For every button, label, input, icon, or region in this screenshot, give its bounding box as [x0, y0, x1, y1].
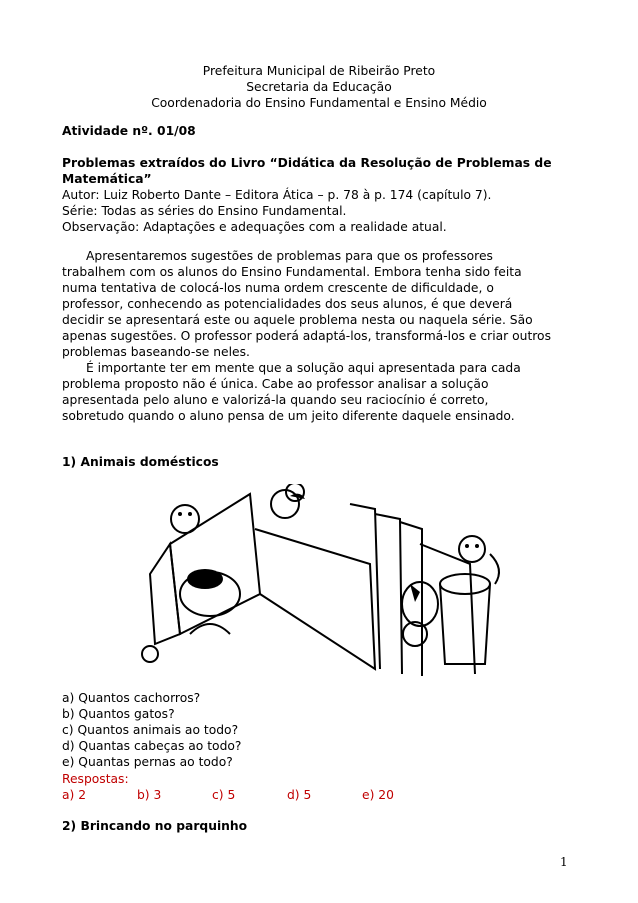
problem-2-title: 2) Brincando no parquinho: [62, 819, 248, 833]
intro-p1-line: apenas sugestões. O professor poderá adaptá-los, transformá-los e criar outros: [62, 329, 551, 343]
intro-p2-line: problema proposto não é única. Cabe ao professor analisar a solução: [62, 377, 489, 391]
question-a: a) Quantos cachorros?: [62, 691, 201, 705]
answer-b: b) 3: [137, 788, 162, 802]
intro-p1-line: numa tentativa de colocá-los numa ordem crescente de dificuldade, o: [62, 281, 494, 295]
book-title-line-2: Matemática”: [62, 172, 152, 186]
header-municipality: Prefeitura Municipal de Ribeirão Preto: [202, 64, 436, 78]
answer-c: c) 5: [212, 788, 236, 802]
pets-illustration: [110, 484, 530, 684]
intro-p1-line: Apresentaremos sugestões de problemas para que os professores: [86, 249, 493, 263]
header-secretariat: Secretaria da Educação: [246, 80, 392, 94]
intro-p1-line: decidir se apresentará este ou aquele problema nesta ou naquela série. São: [62, 313, 533, 327]
intro-p2-line: É importante ter em mente que a solução aqui apresentada para cada: [86, 361, 521, 375]
book-title-line-1: Problemas extraídos do Livro “Didática da Resolução de Problemas de: [62, 156, 552, 170]
problem-1-title: 1) Animais domésticos: [62, 455, 219, 469]
answer-a: a) 2: [62, 788, 87, 802]
book-note: Observação: Adaptações e adequações com a realidade atual.: [62, 220, 447, 234]
book-author: Autor: Luiz Roberto Dante – Editora Ática – p. 78 à p. 174 (capítulo 7).: [62, 188, 492, 202]
intro-p1-line: trabalhem com os alunos do Ensino Fundamental. Embora tenha sido feita: [62, 265, 522, 279]
intro-p2-line: apresentada pelo aluno e valorizá-la quando seu raciocínio é correto,: [62, 393, 489, 407]
question-e: e) Quantas pernas ao todo?: [62, 755, 233, 769]
page-number: 1: [560, 855, 568, 869]
intro-p1-line: problemas baseando-se neles.: [62, 345, 250, 359]
question-c: c) Quantos animais ao todo?: [62, 723, 239, 737]
answer-d: d) 5: [287, 788, 312, 802]
intro-p2-line: sobretudo quando o aluno pensa de um jeito diferente daquele ensinado.: [62, 409, 515, 423]
book-series: Série: Todas as séries do Ensino Fundamental.: [62, 204, 347, 218]
activity-number: Atividade nº. 01/08: [62, 124, 196, 138]
question-b: b) Quantos gatos?: [62, 707, 175, 721]
answers-label: Respostas:: [62, 772, 129, 786]
intro-p1-line: professor, conhecendo as potencialidades dos seus alunos, é que deverá: [62, 297, 513, 311]
answer-e: e) 20: [362, 788, 394, 802]
header-coordination: Coordenadoria do Ensino Fundamental e Ensino Médio: [151, 96, 487, 110]
question-d: d) Quantas cabeças ao todo?: [62, 739, 242, 753]
